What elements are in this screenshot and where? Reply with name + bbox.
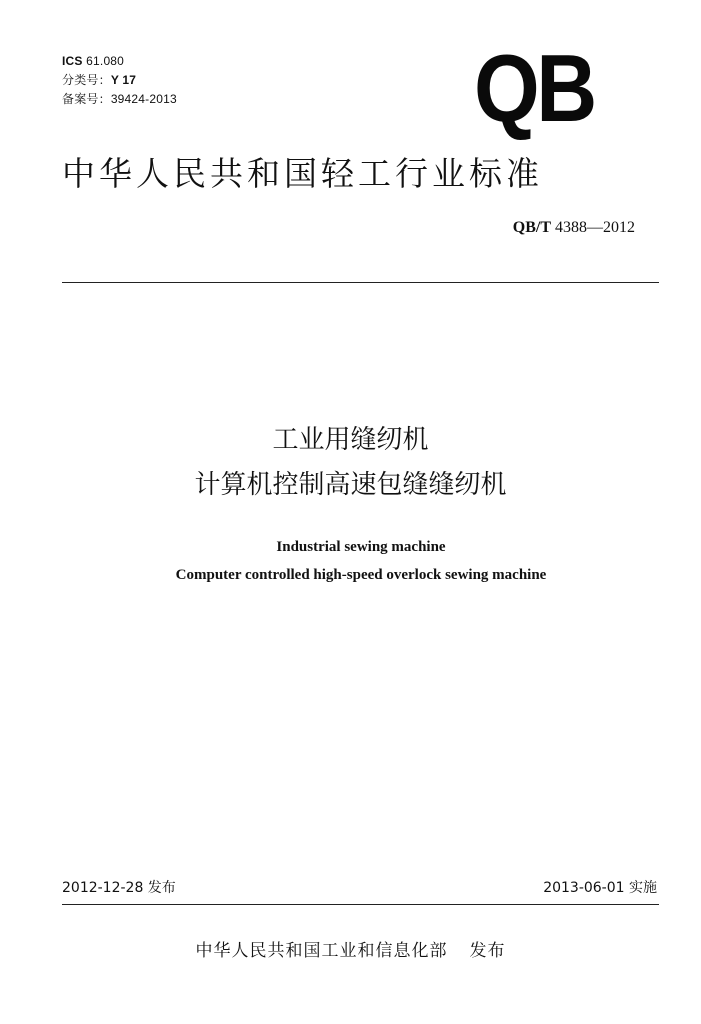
- standard-metadata: [62, 52, 177, 109]
- english-title-line-2: Computer controlled high-speed overlock sewing machine: [175, 567, 547, 583]
- ics-line: [62, 52, 177, 71]
- ics-value: 61.080: [86, 54, 125, 68]
- standard-number: [513, 218, 635, 238]
- english-title-line-1: Industrial sewing machine: [276, 539, 446, 555]
- top-divider: [62, 282, 659, 283]
- chinese-title-line-2: 计算机控制高速包缝缝纫机: [194, 470, 507, 500]
- implementation-date: 2013-06-01 实施: [543, 880, 657, 896]
- chinese-title-line-1: 工业用缝纫机: [272, 425, 429, 455]
- filing-label: 备案号：: [62, 92, 111, 106]
- classification-line: [62, 71, 177, 90]
- standard-year-number: 4388—2012: [555, 219, 635, 236]
- classification-label: 分类号：: [62, 73, 111, 87]
- publisher-line: [0, 938, 701, 964]
- publisher-name: 中华人民共和国工业和信息化部: [195, 941, 448, 961]
- issuing-authority-title: 中华人民共和国轻工行业标准: [62, 154, 543, 193]
- qb-logo: QB: [474, 35, 594, 142]
- standard-code: QB/T: [512, 219, 551, 236]
- filing-value: 39424-2013: [110, 92, 177, 106]
- issue-date: 2012-12-28 发布: [62, 880, 176, 896]
- classification-value: Y 17: [110, 73, 137, 87]
- ics-label: ICS: [62, 54, 83, 68]
- bottom-divider: [62, 904, 659, 905]
- publisher-action: 发布: [469, 941, 506, 961]
- filing-line: [62, 90, 177, 109]
